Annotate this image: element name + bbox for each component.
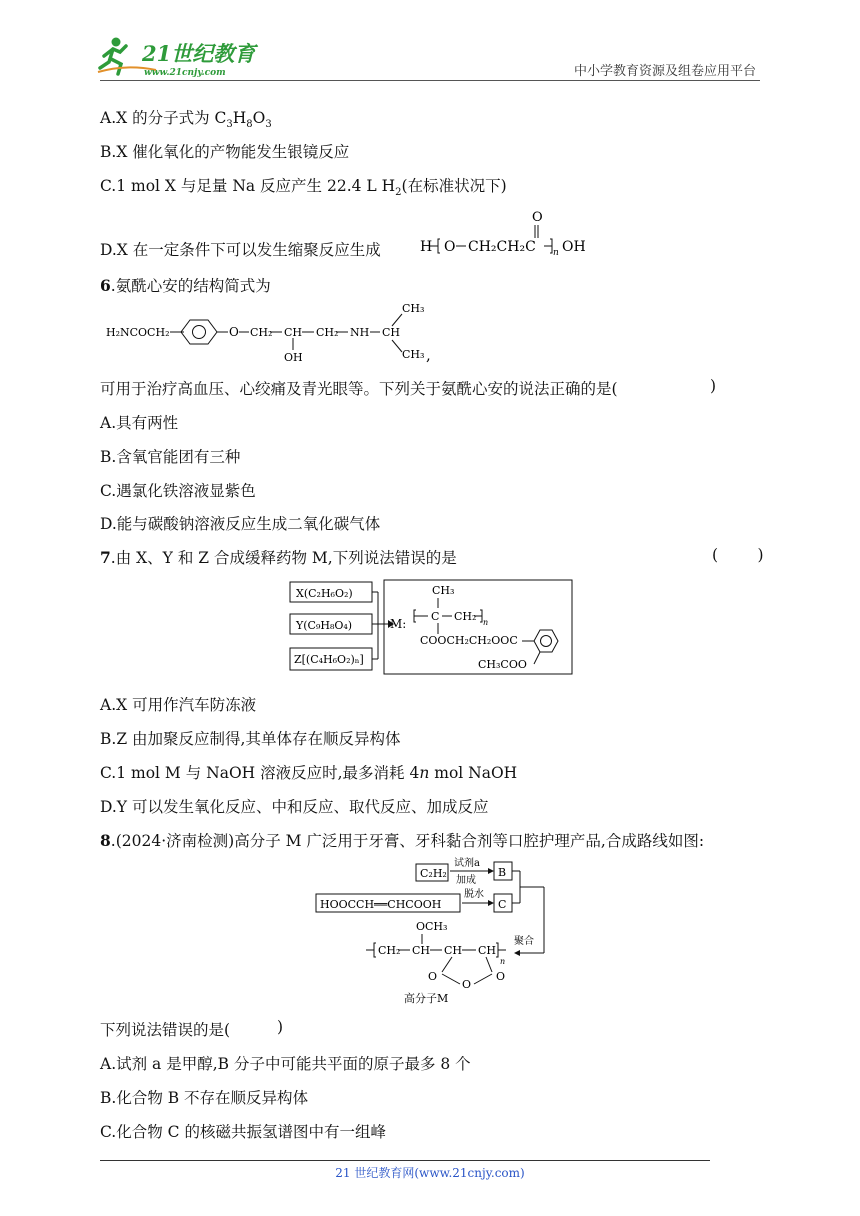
q8-text: 下列说法错误的是(	[100, 1021, 231, 1039]
svg-text:CH₂CH₂C: CH₂CH₂C	[468, 239, 536, 255]
svg-text:,: ,	[426, 346, 431, 364]
svg-text:n: n	[553, 248, 559, 257]
q7-answer-paren: ( )	[712, 546, 764, 564]
q7-stem: 7.由 X、Y 和 Z 合成缓释药物 M,下列说法错误的是	[100, 548, 457, 567]
q7-synthesis-figure	[288, 578, 574, 676]
svg-text:C: C	[431, 610, 440, 623]
svg-text:O: O	[428, 970, 438, 983]
q6-answer-paren-close: )	[710, 377, 717, 395]
svg-text:Z[(C₄H₆O₂)ₙ]: Z[(C₄H₆O₂)ₙ]	[294, 653, 364, 666]
svg-text:CH₂: CH₂	[454, 610, 477, 623]
svg-text:CH: CH	[444, 944, 463, 957]
q6-option-c: C.遇氯化铁溶液显紫色	[100, 482, 256, 500]
svg-text:CH: CH	[284, 326, 303, 339]
svg-text:CH₃COO: CH₃COO	[478, 658, 527, 671]
logo-text: 21世纪教育	[142, 41, 256, 66]
svg-text:HOOCCH══CHCOOH: HOOCCH══CHCOOH	[320, 898, 442, 911]
svg-text:试剂a: 试剂a	[454, 858, 480, 869]
svg-text:CH₂: CH₂	[250, 326, 273, 339]
svg-text:COOCH₂CH₂OOC: COOCH₂CH₂OOC	[420, 634, 518, 647]
svg-text:B: B	[498, 866, 507, 879]
svg-text:CH₂: CH₂	[378, 944, 401, 957]
q6-structure-formula	[104, 298, 444, 370]
site-logo	[96, 34, 266, 78]
svg-text:高分子M: 高分子M	[404, 992, 449, 1005]
svg-text:n: n	[500, 957, 506, 966]
q6-stem: 6.氨酰心安的结构简式为	[100, 276, 271, 295]
svg-text:OCH₃: OCH₃	[416, 920, 448, 933]
header-platform-text: 中小学教育资源及组卷应用平台	[573, 64, 756, 79]
header-divider	[100, 80, 760, 81]
svg-text:NH: NH	[350, 326, 370, 339]
svg-text:CH₃: CH₃	[432, 584, 455, 597]
logo-url: www.21cnjy.com	[144, 68, 226, 78]
svg-text:O: O	[532, 210, 543, 225]
svg-text:X(C₂H₆O₂): X(C₂H₆O₂)	[296, 587, 353, 600]
svg-text:CH: CH	[478, 944, 497, 957]
q5-option-c: C.1 mol X 与足量 Na 反应产生 22.4 L $H_2$(在标准状况下)	[100, 177, 507, 199]
q5-option-d: D.X 在一定条件下可以发生缩聚反应生成	[100, 241, 381, 259]
q8-stem: 8.(2024·济南检测)高分子 M 广泛用于牙膏、牙科黏合剂等口腔护理产品,合成路线如图:	[100, 831, 705, 850]
svg-text:O: O	[496, 970, 506, 983]
svg-text:CH: CH	[412, 944, 431, 957]
svg-text:C₂H₂: C₂H₂	[420, 867, 447, 880]
svg-text:OH: OH	[284, 351, 303, 364]
svg-text:Y(C₉H₈O₄): Y(C₉H₈O₄)	[296, 619, 353, 632]
svg-text:O: O	[229, 325, 239, 339]
footer-divider	[100, 1160, 710, 1161]
q7-option-d: D.Y 可以发生氧化反应、中和反应、取代反应、加成反应	[100, 798, 489, 816]
svg-text:CH₃: CH₃	[402, 348, 425, 361]
svg-text:聚合: 聚合	[514, 936, 534, 947]
q8-option-b: B.化合物 B 不存在顺反异构体	[100, 1089, 309, 1107]
q6-option-b: B.含氧官能团有三种	[100, 448, 241, 466]
svg-text:C: C	[498, 898, 507, 911]
svg-text:H: H	[420, 239, 433, 255]
svg-text:CH₂: CH₂	[316, 326, 339, 339]
svg-text:加成: 加成	[456, 875, 476, 886]
q8-answer-paren-close: )	[277, 1018, 284, 1036]
q8-option-a: A.试剂 a 是甲醇,B 分子中可能共平面的原子最多 8 个	[100, 1055, 471, 1073]
svg-text:OH: OH	[562, 239, 586, 255]
q6-text: 可用于治疗高血压、心绞痛及青光眼等。下列关于氨酰心安的说法正确的是(	[100, 380, 618, 398]
q7-option-a: A.X 可用作汽车防冻液	[100, 696, 257, 714]
svg-text:CH: CH	[382, 326, 401, 339]
q5-option-a: A.X 的分子式为 $C_3H_8O_3$	[100, 109, 272, 131]
q6-option-a: A.具有两性	[100, 414, 179, 432]
svg-text:CH₃: CH₃	[402, 302, 425, 315]
svg-text:O: O	[462, 978, 472, 991]
svg-text:H₂NCOCH₂: H₂NCOCH₂	[106, 326, 170, 339]
svg-text:O: O	[444, 239, 456, 255]
svg-text:M:: M:	[390, 617, 407, 631]
q7-option-c: C.1 mol M 与 NaOH 溶液反应时,最多消耗 4n mol NaOH	[100, 764, 518, 782]
q5-option-b: B.X 催化氧化的产物能发生银镜反应	[100, 143, 350, 161]
q8-option-c: C.化合物 C 的核磁共振氢谱图中有一组峰	[100, 1123, 386, 1141]
svg-text:脱水: 脱水	[464, 889, 484, 900]
q7-option-b: B.Z 由加聚反应制得,其单体存在顺反异构体	[100, 730, 401, 748]
q6-option-d: D.能与碳酸钠溶液反应生成二氧化碳气体	[100, 515, 381, 533]
svg-text:n: n	[483, 618, 489, 627]
q5-polymer-formula	[416, 205, 596, 257]
q8-synthesis-route-figure	[314, 856, 560, 1008]
footer-text[interactable]: 21 世纪教育网(www.21cnjy.com)	[335, 1166, 525, 1180]
